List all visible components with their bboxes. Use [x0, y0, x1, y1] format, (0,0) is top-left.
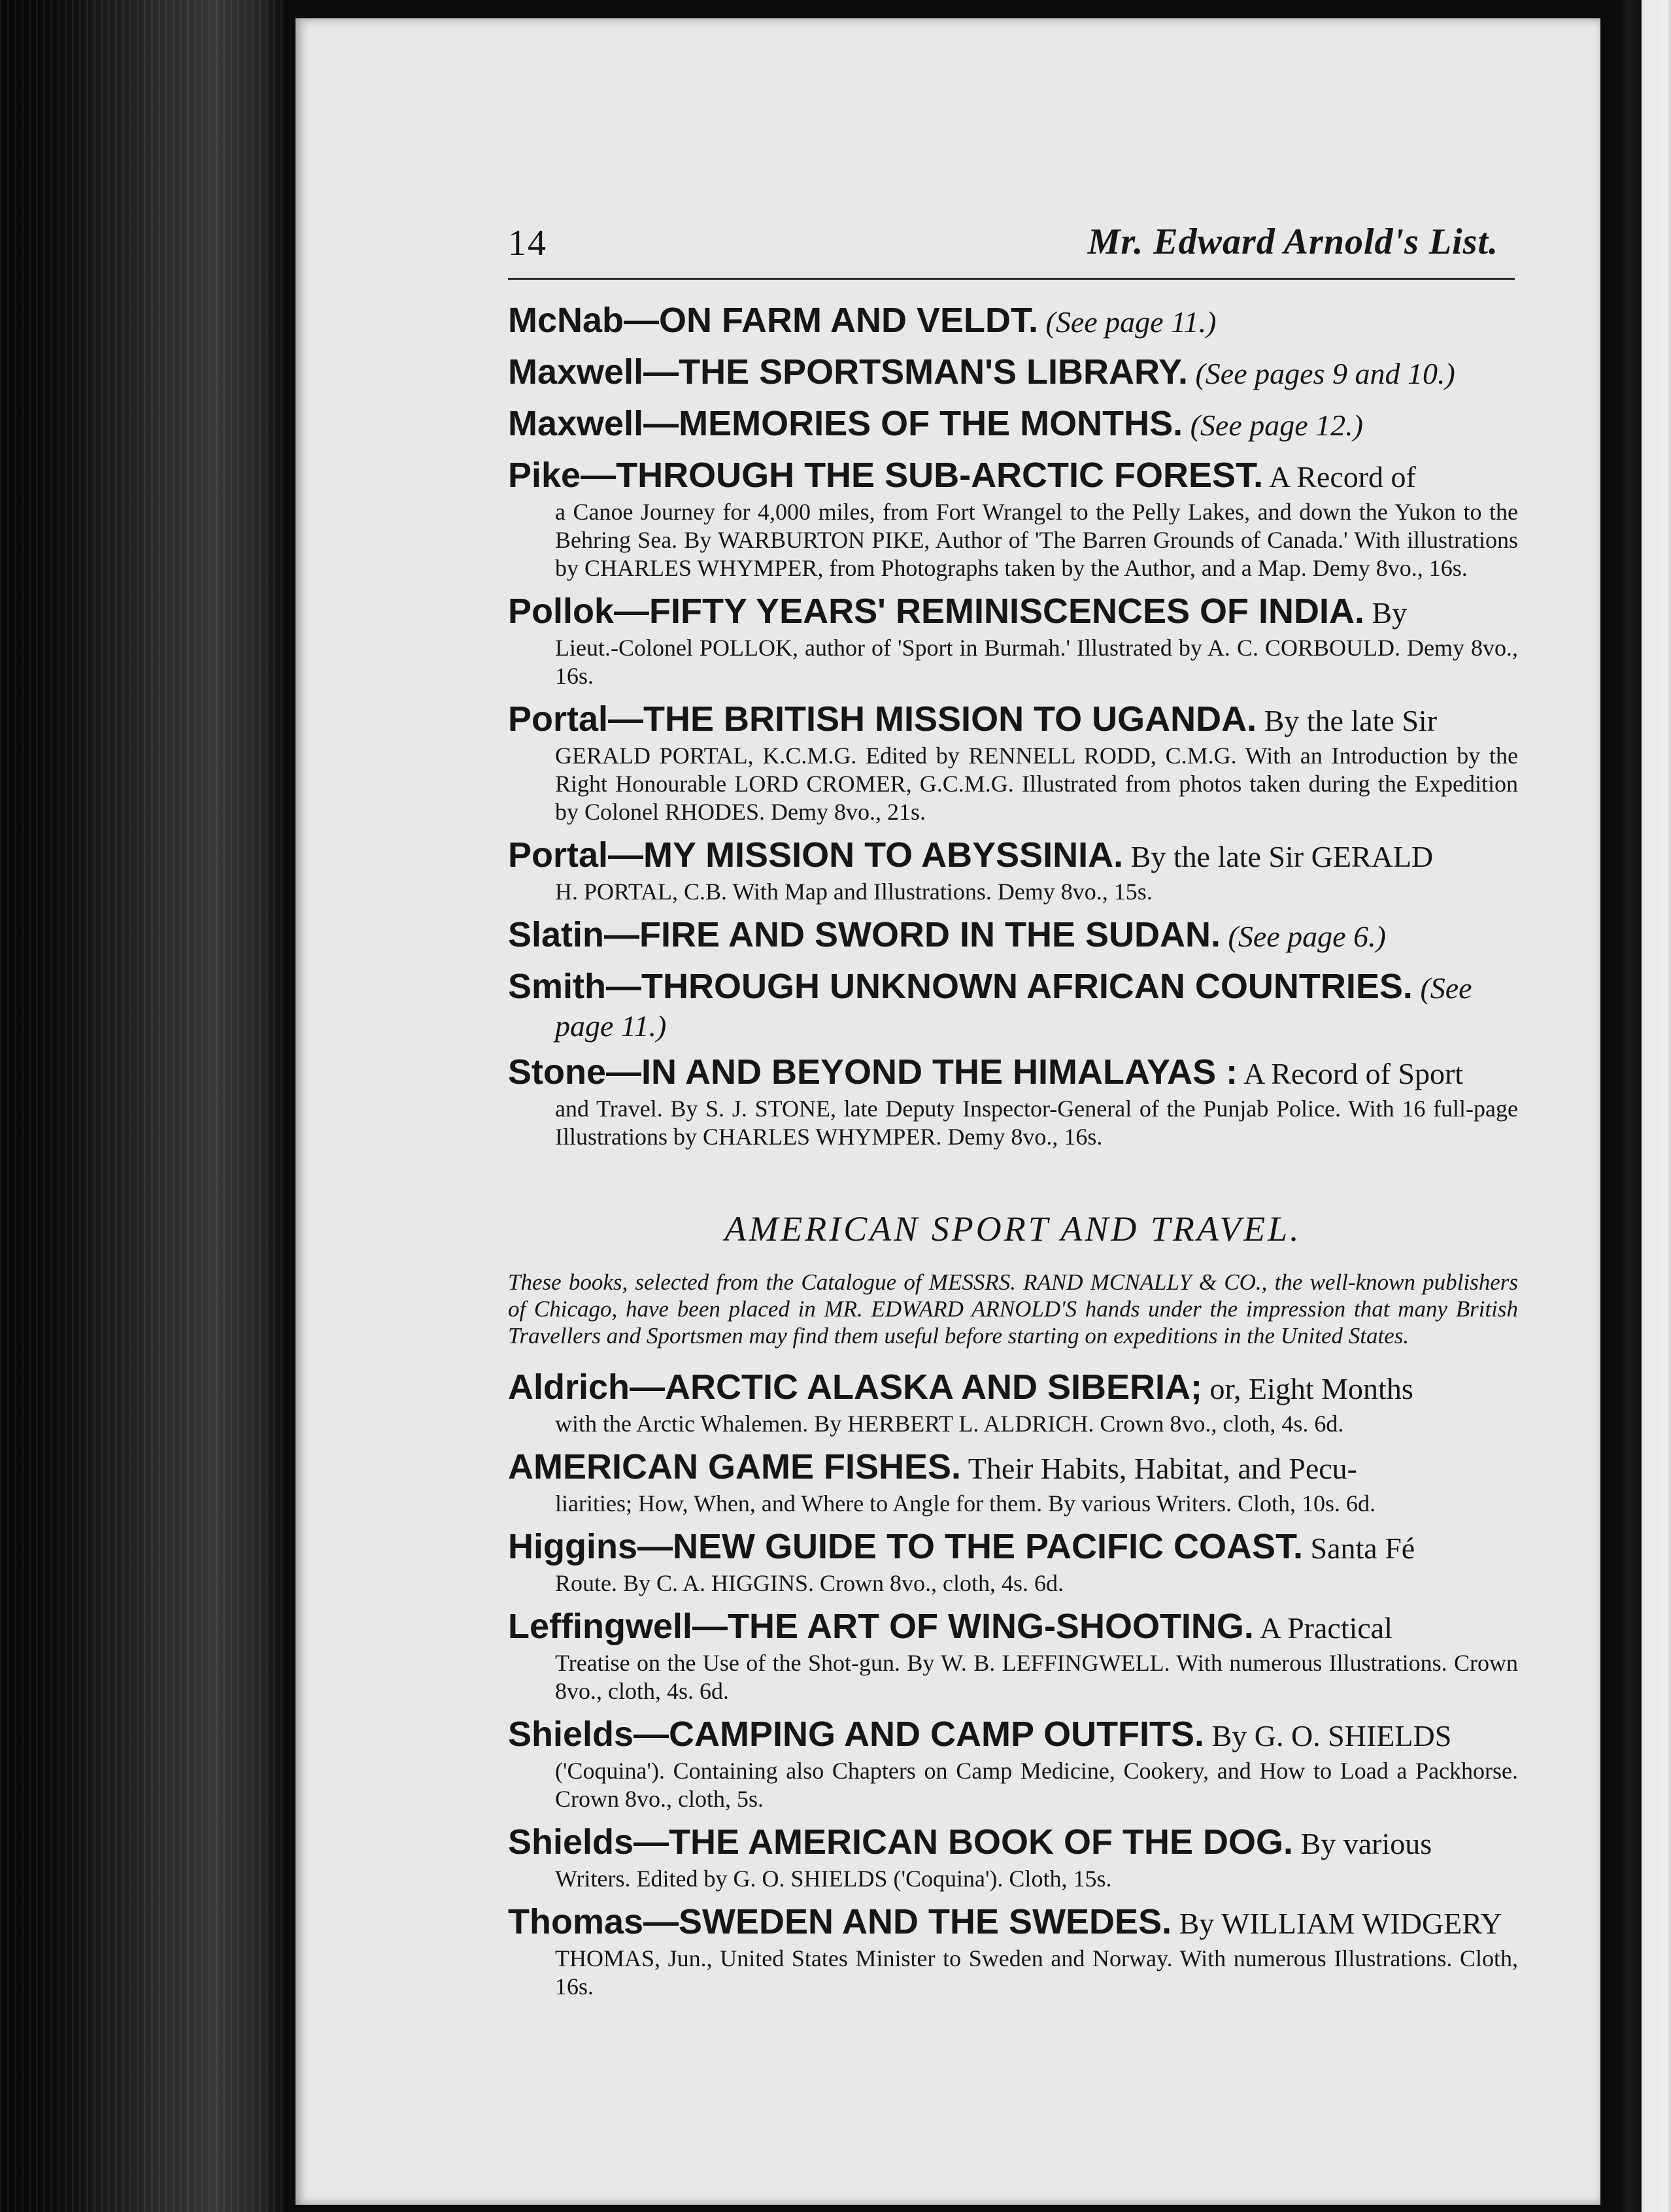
entry-tail: Their Habits, Habitat, and Pecu- — [961, 1452, 1357, 1485]
catalogue-entry — [508, 1446, 1518, 1518]
entry-tail: (See page 11.) — [1038, 305, 1217, 339]
catalogue-entry — [508, 403, 1518, 446]
catalogue-entry — [508, 1366, 1518, 1438]
entry-description: a Canoe Journey for 4,000 miles, from Fort Wrangel to the Pelly Lakes, and down the Yukon to the Behring Sea. By WARBURTON PIKE, Author of 'The Barren Grounds of Canada.' With illustrations by CHARLES WHYMPER, from Photographs taken by the Author, and a Map. Demy 8vo., 16s. — [555, 499, 1518, 581]
catalogue-entry — [508, 454, 1518, 582]
entry-title: AMERICAN GAME FISHES. — [508, 1447, 962, 1486]
entry-title: Leffingwell—THE ART OF WING-SHOOTING. — [508, 1607, 1254, 1646]
catalogue-entry — [508, 351, 1518, 395]
page-number: 14 — [508, 223, 547, 263]
entry-tail: By the late Sir — [1257, 704, 1438, 737]
catalogue-entry — [508, 590, 1518, 690]
entry-title: Pike—THROUGH THE SUB-ARCTIC FOREST. — [508, 456, 1264, 495]
entry-title: Smith—THROUGH UNKNOWN AFRICAN COUNTRIES. — [508, 967, 1413, 1006]
entry-title: Shields—THE AMERICAN BOOK OF THE DOG. — [508, 1822, 1294, 1862]
entry-description: Lieut.-Colonel POLLOK, author of 'Sport in Burmah.' Illustrated by A. C. CORBOULD. Demy 8vo., 16s. — [555, 635, 1518, 689]
entry-title: Thomas—SWEDEN AND THE SWEDES. — [508, 1902, 1172, 1941]
catalogue-entry — [508, 1901, 1518, 2001]
entry-description: Route. By C. A. HIGGINS. Crown 8vo., cloth, 4s. 6d. — [555, 1570, 1064, 1596]
entry-tail: (See pages 9 and 10.) — [1187, 357, 1455, 390]
catalogue-entry — [508, 1605, 1518, 1705]
entry-title: Pollok—FIFTY YEARS' REMINISCENCES OF INDIA. — [508, 592, 1365, 631]
entry-description: page 11.) — [555, 1009, 667, 1043]
entry-description: with the Arctic Whalemen. By HERBERT L. ALDRICH. Crown 8vo., cloth, 4s. 6d. — [555, 1411, 1344, 1437]
entry-title: Portal—THE BRITISH MISSION TO UGANDA. — [508, 699, 1257, 739]
entry-description: Treatise on the Use of the Shot-gun. By W. B. LEFFINGWELL. With numerous Illustrations. Crown 8vo., cloth, 4s. 6d. — [555, 1650, 1518, 1704]
section-heading: AMERICAN SPORT AND TRAVEL. — [724, 1209, 1302, 1248]
entry-tail: By G. O. SHIELDS — [1204, 1719, 1452, 1752]
entry-title: Portal—MY MISSION TO ABYSSINIA. — [508, 835, 1124, 875]
entry-tail: (See — [1412, 971, 1472, 1005]
catalogue-entry — [508, 299, 1518, 343]
entry-title: Maxwell—MEMORIES OF THE MONTHS. — [508, 404, 1183, 443]
page-header — [508, 216, 1515, 280]
entry-description: GERALD PORTAL, K.C.M.G. Edited by RENNELL RODD, C.M.G. With an Introduction by the Right Honourable LORD CROMER, G.C.M.G. Illustrated from photos taken during the Expedition by Colonel RHODES. Demy 8vo., 21s. — [555, 743, 1518, 825]
entry-description: ('Coquina'). Containing also Chapters on Camp Medicine, Cookery, and How to Load a Packhorse. Crown 8vo., cloth, 5s. — [555, 1758, 1518, 1812]
entry-description: Writers. Edited by G. O. SHIELDS ('Coquina'). Cloth, 15s. — [555, 1866, 1112, 1892]
entry-description: THOMAS, Jun., United States Minister to Sweden and Norway. With numerous Illustrations. Cloth, 16s. — [555, 1945, 1518, 2000]
facing-page-edge — [1602, 0, 1671, 2212]
entry-description: liarities; How, When, and Where to Angle for them. By various Writers. Cloth, 10s. 6d. — [555, 1490, 1376, 1517]
entry-description: H. PORTAL, C.B. With Map and Illustrations. Demy 8vo., 15s. — [555, 879, 1153, 905]
catalogue-entry — [508, 914, 1518, 958]
entry-tail: or, Eight Months — [1202, 1372, 1413, 1405]
running-title: Mr. Edward Arnold's List. — [1087, 222, 1498, 262]
entry-title: McNab—ON FARM AND VELDT. — [508, 301, 1039, 340]
catalogue-page — [295, 18, 1600, 2205]
entry-description: and Travel. By S. J. STONE, late Deputy Inspector-General of the Punjab Police. With 16 full-page Illustrations by CHARLES WHYMPER. Demy 8vo., 16s. — [555, 1096, 1518, 1150]
catalogue-entry — [508, 965, 1518, 1043]
entry-tail: A Practical — [1253, 1611, 1393, 1645]
entry-tail: A Record of Sport — [1238, 1057, 1464, 1090]
entry-title: Stone—IN AND BEYOND THE HIMALAYAS : — [508, 1052, 1238, 1092]
entry-tail: (See page 12.) — [1183, 409, 1363, 442]
entry-tail: A Record of — [1263, 460, 1416, 494]
entry-tail: Santa Fé — [1303, 1532, 1415, 1565]
catalogue-entry — [508, 1051, 1518, 1151]
catalogue-entry — [508, 834, 1518, 906]
entry-tail: (See page 6.) — [1221, 920, 1386, 953]
catalogue-entry — [508, 1821, 1518, 1893]
entry-title: Slatin—FIRE AND SWORD IN THE SUDAN. — [508, 915, 1221, 954]
catalogue-entry — [508, 698, 1518, 826]
entry-title: Higgins—NEW GUIDE TO THE PACIFIC COAST. — [508, 1527, 1304, 1566]
entry-title: Maxwell—THE SPORTSMAN'S LIBRARY. — [508, 352, 1188, 392]
entry-title: Shields—CAMPING AND CAMP OUTFITS. — [508, 1715, 1205, 1754]
entry-tail: By the late Sir GERALD — [1123, 840, 1434, 873]
catalogue-entry — [508, 1526, 1518, 1598]
entry-tail: By WILLIAM WIDGERY — [1172, 1907, 1502, 1940]
section-intro: These books, selected from the Catalogue of MESSRS. RAND MCNALLY & CO., the well-known publishers of Chicago, have been placed in MR. EDWARD ARNOLD'S hands under the impression that many British Travellers and Sportsmen may find them useful before starting on expeditions in the United States. — [508, 1269, 1518, 1349]
entry-tail: By various — [1293, 1827, 1432, 1860]
book-spine — [0, 0, 288, 2212]
catalogue-content — [508, 299, 1518, 2009]
entry-title: Aldrich—ARCTIC ALASKA AND SIBERIA; — [508, 1367, 1202, 1407]
entry-tail: By — [1364, 596, 1408, 629]
catalogue-entry — [508, 1713, 1518, 1813]
